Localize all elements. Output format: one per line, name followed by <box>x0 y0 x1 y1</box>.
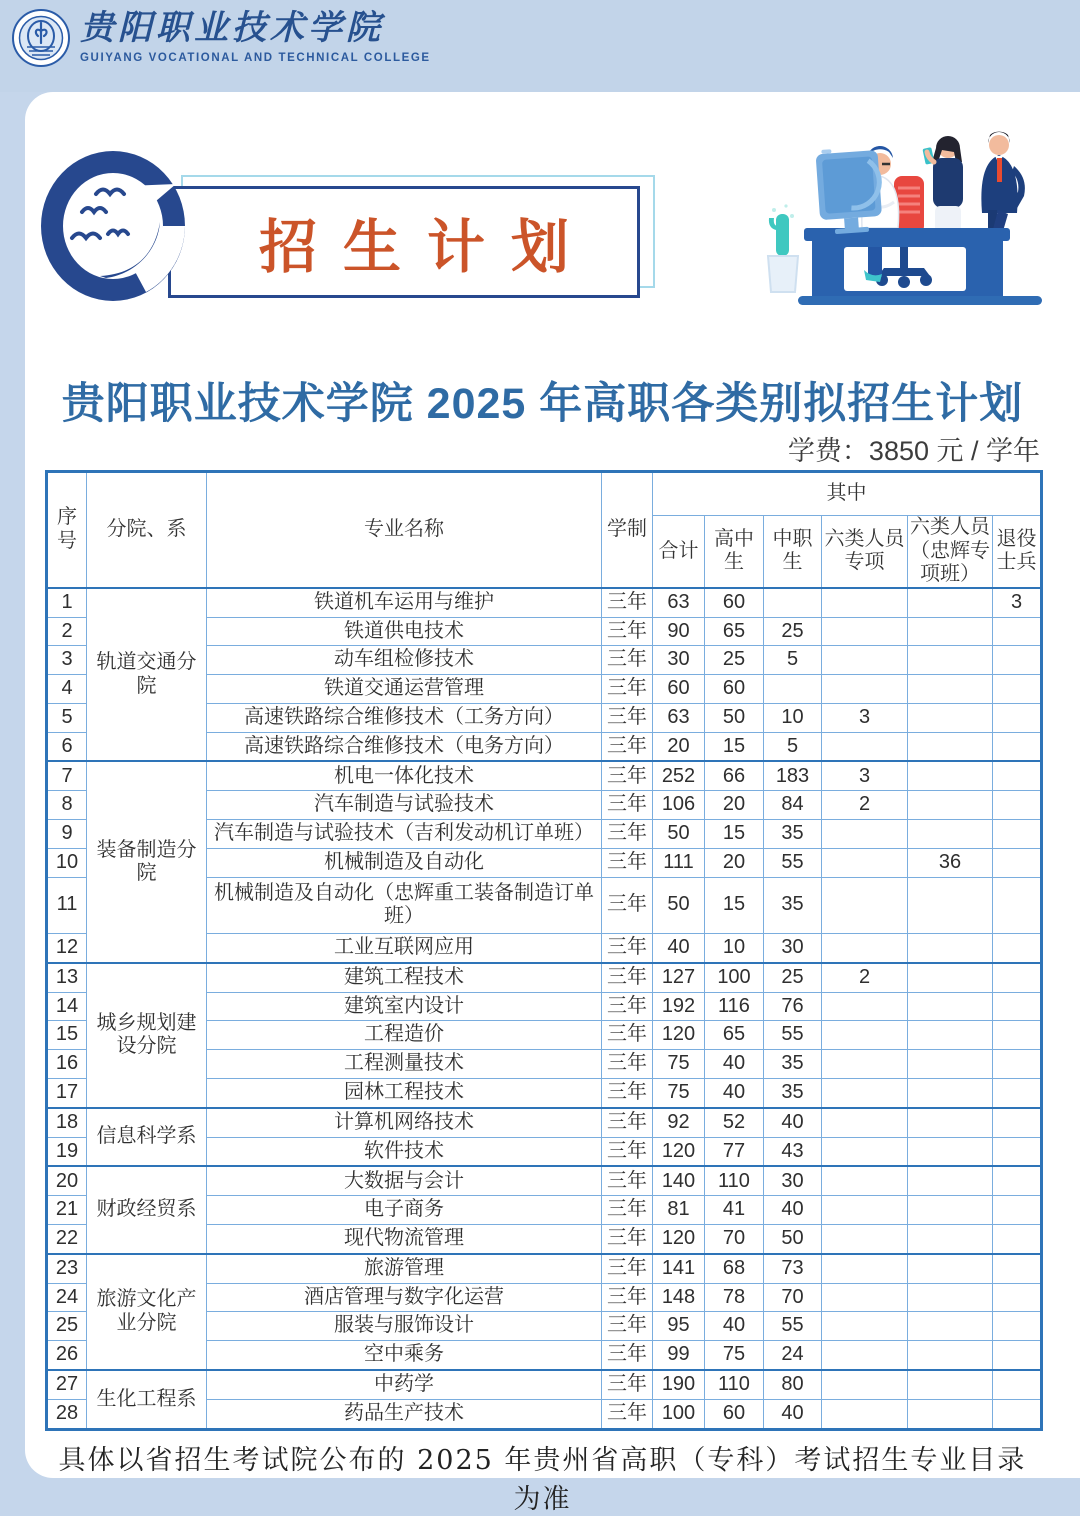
highschool-cell: 40 <box>705 1078 764 1107</box>
vocational-cell: 30 <box>764 933 822 962</box>
row-number-cell: 25 <box>47 1312 87 1341</box>
row-number-cell: 3 <box>47 646 87 675</box>
row-number-cell: 1 <box>47 588 87 617</box>
veteran-cell <box>993 820 1042 849</box>
duration-cell: 三年 <box>602 1283 653 1312</box>
team-illustration <box>752 118 1052 316</box>
total-cell: 190 <box>653 1370 705 1399</box>
highschool-cell: 20 <box>705 848 764 877</box>
vocational-cell: 55 <box>764 1021 822 1050</box>
plan-table-body <box>47 588 1042 1430</box>
sixcat-cell <box>822 732 908 761</box>
sixcat-zhonghui-cell <box>908 1196 993 1225</box>
duration-cell: 三年 <box>602 1224 653 1253</box>
total-cell: 50 <box>653 877 705 933</box>
row-number-cell: 17 <box>47 1078 87 1107</box>
highschool-cell: 65 <box>705 1021 764 1050</box>
seagull-crescent-icon <box>36 146 190 306</box>
sixcat-zhonghui-cell <box>908 1254 993 1283</box>
total-cell: 111 <box>653 848 705 877</box>
vocational-cell: 40 <box>764 1108 822 1137</box>
sixcat-cell <box>822 646 908 675</box>
college-name-english: GUIYANG VOCATIONAL AND TECHNICAL COLLEGE <box>80 51 431 64</box>
row-number-cell: 12 <box>47 933 87 962</box>
row-number-cell: 8 <box>47 791 87 820</box>
sixcat-cell: 3 <box>822 703 908 732</box>
table-row <box>47 1108 1042 1137</box>
duration-cell: 三年 <box>602 820 653 849</box>
duration-cell: 三年 <box>602 675 653 704</box>
sixcat-zhonghui-cell <box>908 877 993 933</box>
sixcat-cell <box>822 588 908 617</box>
sixcat-zhonghui-cell <box>908 963 993 992</box>
duration-cell: 三年 <box>602 1399 653 1429</box>
row-number-cell: 7 <box>47 761 87 790</box>
department-cell: 生化工程系 <box>87 1370 207 1430</box>
col-header-sixcat-zhonghui: 六类人员（忠辉专项班） <box>908 516 993 588</box>
total-cell: 75 <box>653 1050 705 1079</box>
vocational-cell: 43 <box>764 1137 822 1166</box>
row-number-cell: 15 <box>47 1021 87 1050</box>
major-name-cell: 机电一体化技术 <box>207 761 602 790</box>
row-number-cell: 24 <box>47 1283 87 1312</box>
page-title: 贵阳职业技术学院 2025 年高职各类别拟招生计划 <box>61 380 1024 428</box>
total-cell: 40 <box>653 933 705 962</box>
vocational-cell: 73 <box>764 1254 822 1283</box>
duration-cell: 三年 <box>602 963 653 992</box>
duration-cell: 三年 <box>602 1370 653 1399</box>
highschool-cell: 110 <box>705 1370 764 1399</box>
college-emblem-icon <box>12 9 70 67</box>
table-row <box>47 588 1042 617</box>
highschool-cell: 52 <box>705 1108 764 1137</box>
major-name-cell: 大数据与会计 <box>207 1166 602 1195</box>
sixcat-cell <box>822 1078 908 1107</box>
total-cell: 106 <box>653 791 705 820</box>
duration-cell: 三年 <box>602 1108 653 1137</box>
duration-cell: 三年 <box>602 992 653 1021</box>
veteran-cell: 3 <box>993 588 1042 617</box>
total-cell: 63 <box>653 703 705 732</box>
major-name-cell: 汽车制造与试验技术 <box>207 791 602 820</box>
sixcat-zhonghui-cell <box>908 646 993 675</box>
row-number-cell: 23 <box>47 1254 87 1283</box>
duration-cell: 三年 <box>602 1166 653 1195</box>
total-cell: 127 <box>653 963 705 992</box>
vocational-cell: 24 <box>764 1341 822 1370</box>
highschool-cell: 40 <box>705 1050 764 1079</box>
veteran-cell <box>993 732 1042 761</box>
veteran-cell <box>993 1021 1042 1050</box>
sixcat-cell <box>822 1137 908 1166</box>
table-row <box>47 761 1042 790</box>
vocational-cell <box>764 675 822 704</box>
highschool-cell: 68 <box>705 1254 764 1283</box>
col-header-vocational: 中职生 <box>764 516 822 588</box>
vocational-cell: 5 <box>764 732 822 761</box>
total-cell: 95 <box>653 1312 705 1341</box>
highschool-cell: 60 <box>705 675 764 704</box>
row-number-cell: 21 <box>47 1196 87 1225</box>
major-name-cell: 电子商务 <box>207 1196 602 1225</box>
sixcat-cell <box>822 1341 908 1370</box>
highschool-cell: 10 <box>705 933 764 962</box>
duration-cell: 三年 <box>602 703 653 732</box>
row-number-cell: 22 <box>47 1224 87 1253</box>
highschool-cell: 65 <box>705 617 764 646</box>
veteran-cell <box>993 933 1042 962</box>
veteran-cell <box>993 675 1042 704</box>
duration-cell: 三年 <box>602 1196 653 1225</box>
highschool-cell: 50 <box>705 703 764 732</box>
sixcat-zhonghui-cell <box>908 933 993 962</box>
sixcat-cell <box>822 1224 908 1253</box>
major-name-cell: 计算机网络技术 <box>207 1108 602 1137</box>
highschool-cell: 15 <box>705 732 764 761</box>
sixcat-zhonghui-cell <box>908 992 993 1021</box>
vocational-cell: 35 <box>764 1078 822 1107</box>
duration-cell: 三年 <box>602 933 653 962</box>
total-cell: 120 <box>653 1137 705 1166</box>
veteran-cell <box>993 791 1042 820</box>
row-number-cell: 10 <box>47 848 87 877</box>
row-number-cell: 13 <box>47 963 87 992</box>
row-number-cell: 11 <box>47 877 87 933</box>
major-name-cell: 铁道交通运营管理 <box>207 675 602 704</box>
sixcat-zhonghui-cell <box>908 1137 993 1166</box>
vocational-cell: 35 <box>764 820 822 849</box>
table-row <box>47 1370 1042 1399</box>
sixcat-zhonghui-cell <box>908 1370 993 1399</box>
col-header-major: 专业名称 <box>207 472 602 588</box>
duration-cell: 三年 <box>602 761 653 790</box>
department-cell: 装备制造分院 <box>87 761 207 962</box>
highschool-cell: 60 <box>705 588 764 617</box>
department-cell: 旅游文化产业分院 <box>87 1254 207 1370</box>
duration-cell: 三年 <box>602 848 653 877</box>
highschool-cell: 78 <box>705 1283 764 1312</box>
vocational-cell: 35 <box>764 877 822 933</box>
sixcat-zhonghui-cell <box>908 761 993 790</box>
sixcat-cell: 2 <box>822 963 908 992</box>
banner-box <box>168 186 640 298</box>
col-header-dept: 分院、系 <box>87 472 207 588</box>
duration-cell: 三年 <box>602 588 653 617</box>
department-cell: 财政经贸系 <box>87 1166 207 1253</box>
total-cell: 92 <box>653 1108 705 1137</box>
sixcat-zhonghui-cell <box>908 1050 993 1079</box>
sixcat-cell <box>822 1370 908 1399</box>
row-number-cell: 18 <box>47 1108 87 1137</box>
sixcat-cell <box>822 1166 908 1195</box>
major-name-cell: 高速铁路综合维修技术（电务方向） <box>207 732 602 761</box>
row-number-cell: 5 <box>47 703 87 732</box>
sixcat-zhonghui-cell <box>908 791 993 820</box>
duration-cell: 三年 <box>602 732 653 761</box>
col-header-veteran: 退役士兵 <box>993 516 1042 588</box>
duration-cell: 三年 <box>602 1254 653 1283</box>
major-name-cell: 建筑室内设计 <box>207 992 602 1021</box>
veteran-cell <box>993 1283 1042 1312</box>
major-name-cell: 铁道供电技术 <box>207 617 602 646</box>
major-name-cell: 软件技术 <box>207 1137 602 1166</box>
veteran-cell <box>993 646 1042 675</box>
sixcat-cell <box>822 848 908 877</box>
veteran-cell <box>993 761 1042 790</box>
major-name-cell: 中药学 <box>207 1370 602 1399</box>
major-name-cell: 工程造价 <box>207 1021 602 1050</box>
sixcat-cell: 3 <box>822 761 908 790</box>
row-number-cell: 28 <box>47 1399 87 1429</box>
veteran-cell <box>993 1108 1042 1137</box>
department-cell: 信息科学系 <box>87 1108 207 1167</box>
veteran-cell <box>993 1370 1042 1399</box>
admission-plan-table <box>45 470 1040 1431</box>
total-cell: 50 <box>653 820 705 849</box>
vocational-cell: 25 <box>764 963 822 992</box>
row-number-cell: 2 <box>47 617 87 646</box>
duration-cell: 三年 <box>602 1137 653 1166</box>
vocational-cell: 55 <box>764 848 822 877</box>
col-header-total: 合计 <box>653 516 705 588</box>
department-cell: 轨道交通分院 <box>87 588 207 762</box>
sixcat-zhonghui-cell <box>908 703 993 732</box>
duration-cell: 三年 <box>602 791 653 820</box>
veteran-cell <box>993 1078 1042 1107</box>
sixcat-cell <box>822 820 908 849</box>
sixcat-cell <box>822 1108 908 1137</box>
vocational-cell: 40 <box>764 1196 822 1225</box>
department-cell: 城乡规划建设分院 <box>87 963 207 1108</box>
major-name-cell: 高速铁路综合维修技术（工务方向） <box>207 703 602 732</box>
highschool-cell: 15 <box>705 820 764 849</box>
sixcat-zhonghui-cell <box>908 1108 993 1137</box>
sixcat-zhonghui-cell <box>908 1021 993 1050</box>
major-name-cell: 服装与服饰设计 <box>207 1312 602 1341</box>
highschool-cell: 41 <box>705 1196 764 1225</box>
veteran-cell <box>993 703 1042 732</box>
sixcat-cell <box>822 1021 908 1050</box>
major-name-cell: 铁道机车运用与维护 <box>207 588 602 617</box>
sixcat-cell <box>822 675 908 704</box>
sixcat-cell <box>822 1283 908 1312</box>
tuition-fee-note: 学费：3850 元 / 学年 <box>787 436 1040 466</box>
vocational-cell: 55 <box>764 1312 822 1341</box>
highschool-cell: 77 <box>705 1137 764 1166</box>
veteran-cell <box>993 1341 1042 1370</box>
vocational-cell: 84 <box>764 791 822 820</box>
veteran-cell <box>993 1399 1042 1429</box>
veteran-cell <box>993 963 1042 992</box>
table-row <box>47 1166 1042 1195</box>
duration-cell: 三年 <box>602 1078 653 1107</box>
vocational-cell <box>764 588 822 617</box>
major-name-cell: 工程测量技术 <box>207 1050 602 1079</box>
vocational-cell: 183 <box>764 761 822 790</box>
sixcat-zhonghui-cell <box>908 675 993 704</box>
total-cell: 60 <box>653 675 705 704</box>
veteran-cell <box>993 1050 1042 1079</box>
highschool-cell: 66 <box>705 761 764 790</box>
row-number-cell: 27 <box>47 1370 87 1399</box>
highschool-cell: 116 <box>705 992 764 1021</box>
total-cell: 30 <box>653 646 705 675</box>
veteran-cell <box>993 992 1042 1021</box>
veteran-cell <box>993 1166 1042 1195</box>
major-name-cell: 机械制造及自动化 <box>207 848 602 877</box>
col-header-duration: 学制 <box>602 472 653 588</box>
major-name-cell: 空中乘务 <box>207 1341 602 1370</box>
college-name-chinese: 贵阳职业技术学院 <box>80 8 384 48</box>
vocational-cell: 70 <box>764 1283 822 1312</box>
table-row <box>47 963 1042 992</box>
highschool-cell: 40 <box>705 1312 764 1341</box>
total-cell: 140 <box>653 1166 705 1195</box>
vocational-cell: 25 <box>764 617 822 646</box>
duration-cell: 三年 <box>602 646 653 675</box>
duration-cell: 三年 <box>602 1341 653 1370</box>
vocational-cell: 80 <box>764 1370 822 1399</box>
sixcat-zhonghui-cell <box>908 617 993 646</box>
sixcat-zhonghui-cell <box>908 588 993 617</box>
vocational-cell: 50 <box>764 1224 822 1253</box>
total-cell: 192 <box>653 992 705 1021</box>
major-name-cell: 园林工程技术 <box>207 1078 602 1107</box>
highschool-cell: 15 <box>705 877 764 933</box>
sixcat-cell <box>822 1312 908 1341</box>
sixcat-zhonghui-cell <box>908 732 993 761</box>
sixcat-zhonghui-cell <box>908 820 993 849</box>
sixcat-cell <box>822 1399 908 1429</box>
row-number-cell: 16 <box>47 1050 87 1079</box>
major-name-cell: 汽车制造与试验技术（吉利发动机订单班） <box>207 820 602 849</box>
veteran-cell <box>993 1312 1042 1341</box>
top-header-strip <box>0 0 1080 92</box>
col-header-among: 其中 <box>653 472 1042 516</box>
sixcat-cell: 2 <box>822 791 908 820</box>
sixcat-zhonghui-cell <box>908 1399 993 1429</box>
veteran-cell <box>993 617 1042 646</box>
sixcat-zhonghui-cell <box>908 1078 993 1107</box>
sixcat-zhonghui-cell <box>908 1166 993 1195</box>
veteran-cell <box>993 848 1042 877</box>
duration-cell: 三年 <box>602 877 653 933</box>
sixcat-cell <box>822 877 908 933</box>
major-name-cell: 旅游管理 <box>207 1254 602 1283</box>
duration-cell: 三年 <box>602 1312 653 1341</box>
highschool-cell: 25 <box>705 646 764 675</box>
major-name-cell: 工业互联网应用 <box>207 933 602 962</box>
footer-note: 具体以省招生考试院公布的 2025 年贵州省高职（专科）考试招生专业目录为准 <box>58 1445 1027 1515</box>
highschool-cell: 75 <box>705 1341 764 1370</box>
veteran-cell <box>993 1196 1042 1225</box>
total-cell: 141 <box>653 1254 705 1283</box>
col-header-highschool: 高中生 <box>705 516 764 588</box>
total-cell: 90 <box>653 617 705 646</box>
row-number-cell: 9 <box>47 820 87 849</box>
sixcat-zhonghui-cell <box>908 1312 993 1341</box>
sixcat-cell <box>822 617 908 646</box>
row-number-cell: 4 <box>47 675 87 704</box>
major-name-cell: 现代物流管理 <box>207 1224 602 1253</box>
sixcat-zhonghui-cell <box>908 1283 993 1312</box>
major-name-cell: 机械制造及自动化（忠辉重工装备制造订单班） <box>207 877 602 933</box>
col-header-sixcat: 六类人员专项 <box>822 516 908 588</box>
vocational-cell: 5 <box>764 646 822 675</box>
veteran-cell <box>993 1224 1042 1253</box>
total-cell: 20 <box>653 732 705 761</box>
vocational-cell: 40 <box>764 1399 822 1429</box>
veteran-cell <box>993 1137 1042 1166</box>
sixcat-zhonghui-cell <box>908 1341 993 1370</box>
sixcat-cell <box>822 933 908 962</box>
col-header-no: 序号 <box>47 472 87 588</box>
highschool-cell: 100 <box>705 963 764 992</box>
row-number-cell: 14 <box>47 992 87 1021</box>
total-cell: 75 <box>653 1078 705 1107</box>
sixcat-cell <box>822 1196 908 1225</box>
vocational-cell: 30 <box>764 1166 822 1195</box>
sixcat-cell <box>822 1254 908 1283</box>
total-cell: 252 <box>653 761 705 790</box>
row-number-cell: 20 <box>47 1166 87 1195</box>
banner-title: 招生计划 <box>258 215 595 280</box>
row-number-cell: 26 <box>47 1341 87 1370</box>
major-name-cell: 建筑工程技术 <box>207 963 602 992</box>
sixcat-cell <box>822 1050 908 1079</box>
major-name-cell: 动车组检修技术 <box>207 646 602 675</box>
vocational-cell: 10 <box>764 703 822 732</box>
major-name-cell: 酒店管理与数字化运营 <box>207 1283 602 1312</box>
row-number-cell: 19 <box>47 1137 87 1166</box>
total-cell: 148 <box>653 1283 705 1312</box>
duration-cell: 三年 <box>602 617 653 646</box>
highschool-cell: 60 <box>705 1399 764 1429</box>
total-cell: 81 <box>653 1196 705 1225</box>
veteran-cell <box>993 877 1042 933</box>
sixcat-zhonghui-cell <box>908 1224 993 1253</box>
vocational-cell: 35 <box>764 1050 822 1079</box>
sixcat-cell <box>822 992 908 1021</box>
vocational-cell: 76 <box>764 992 822 1021</box>
total-cell: 100 <box>653 1399 705 1429</box>
total-cell: 99 <box>653 1341 705 1370</box>
duration-cell: 三年 <box>602 1021 653 1050</box>
table-row <box>47 1254 1042 1283</box>
highschool-cell: 70 <box>705 1224 764 1253</box>
highschool-cell: 110 <box>705 1166 764 1195</box>
row-number-cell: 6 <box>47 732 87 761</box>
major-name-cell: 药品生产技术 <box>207 1399 602 1429</box>
total-cell: 120 <box>653 1224 705 1253</box>
veteran-cell <box>993 1254 1042 1283</box>
duration-cell: 三年 <box>602 1050 653 1079</box>
total-cell: 120 <box>653 1021 705 1050</box>
total-cell: 63 <box>653 588 705 617</box>
highschool-cell: 20 <box>705 791 764 820</box>
sixcat-zhonghui-cell: 36 <box>908 848 993 877</box>
